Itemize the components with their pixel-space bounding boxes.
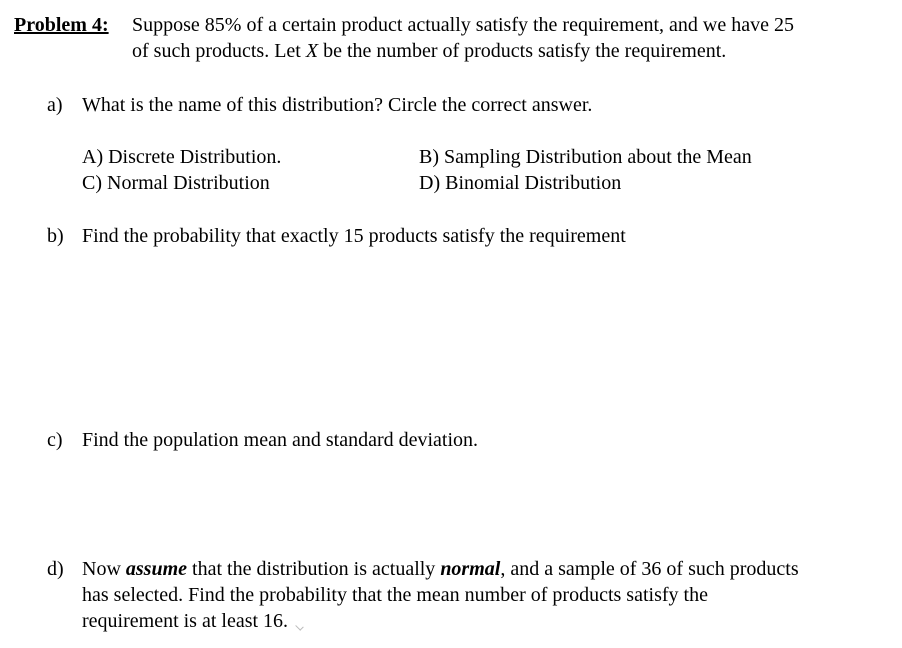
problem-label: Problem 4: — [14, 14, 109, 36]
part-d-label: d) — [47, 558, 64, 580]
part-c-question — [47, 427, 478, 453]
part-d-text-c: , and a sample of 36 of such products — [500, 558, 799, 580]
part-d-text-b: that the distribution is actually — [187, 558, 441, 580]
part-d-emphasis-assume: assume — [125, 558, 188, 580]
part-d-question-line1 — [47, 556, 799, 582]
problem-text-line2-b: be the number of products satisfy the requirement. — [318, 40, 727, 62]
random-variable: X — [305, 40, 319, 62]
part-d-question-line2: has selected. Find the probability that the mean number of products satisfy the — [82, 584, 708, 606]
part-c-label: c) — [47, 429, 63, 451]
part-b-text: Find the probability that exactly 15 products satisfy the requirement — [82, 225, 626, 247]
choice-a[interactable]: A) Discrete Distribution. — [82, 146, 282, 168]
problem-statement-line2 — [132, 38, 726, 64]
problem-text-line2-a: of such products. Let — [132, 40, 306, 62]
choice-d[interactable]: D) Binomial Distribution — [419, 172, 622, 194]
part-d-text-a: Now — [82, 558, 126, 580]
part-c-text: Find the population mean and standard deviation. — [82, 429, 479, 451]
part-a-label: a) — [47, 94, 63, 116]
part-b-question — [47, 223, 626, 249]
part-d-emphasis-normal: normal — [440, 558, 501, 580]
choice-b[interactable]: B) Sampling Distribution about the Mean — [419, 146, 752, 168]
choice-c[interactable]: C) Normal Distribution — [82, 172, 270, 194]
part-d-question-line3 — [82, 608, 303, 634]
problem-statement-line1 — [14, 12, 894, 38]
cursor-mark-icon — [295, 622, 303, 630]
part-d-text-line3: requirement is at least 16. — [82, 610, 289, 632]
part-a-text: What is the name of this distribution? Circle the correct answer. — [82, 94, 593, 116]
part-b-label: b) — [47, 225, 64, 247]
part-a-question — [47, 92, 592, 118]
problem-text-line1: Suppose 85% of a certain product actually satisfy the requirement, and we have 25 — [132, 14, 795, 36]
